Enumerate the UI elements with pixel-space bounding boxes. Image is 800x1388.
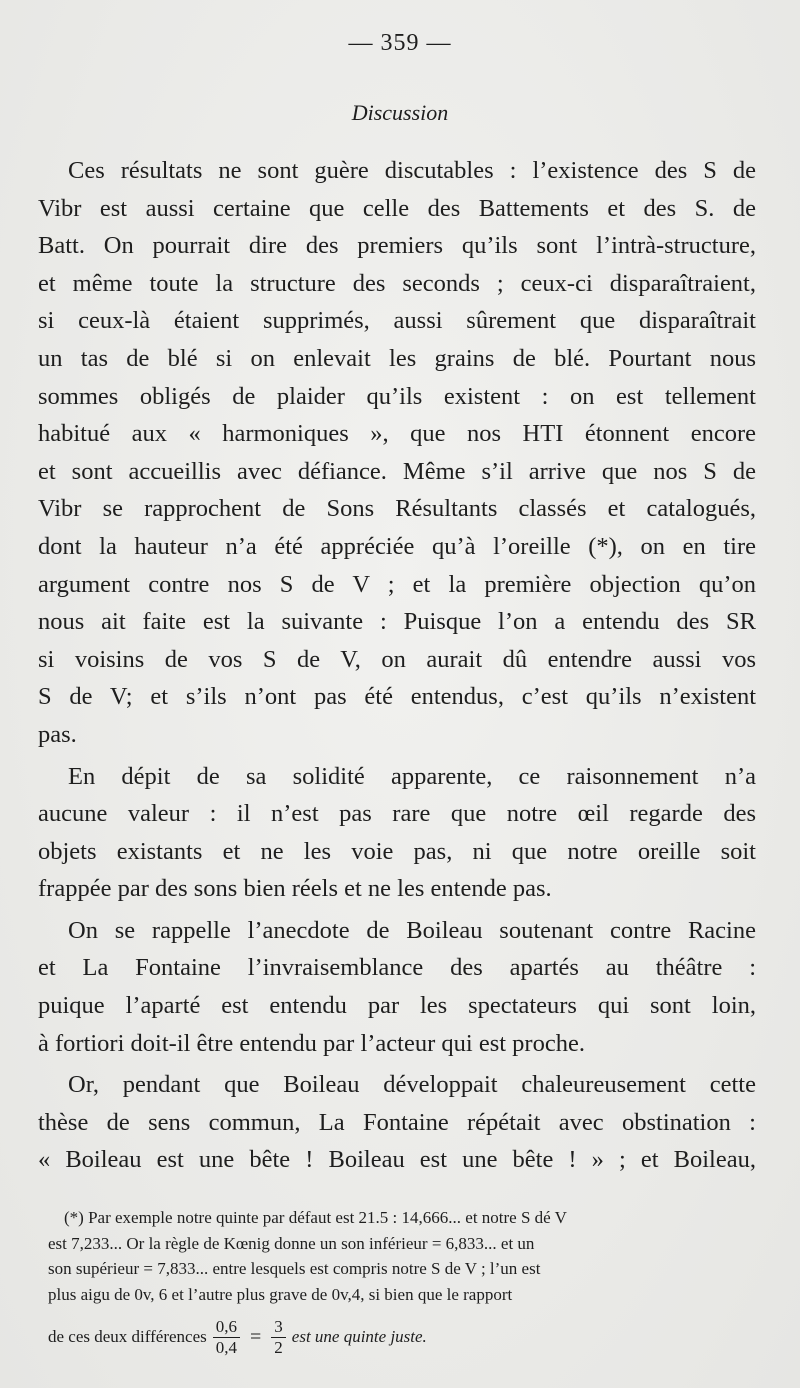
body-line: Vibr est aussi certaine que celle des Battements et des S. de [38, 194, 756, 222]
fraction-numerator: 0,6 [213, 1317, 240, 1338]
body-line: S de V; et s’ils n’ont pas été entendus, c’est qu’ils n’existent [38, 683, 756, 711]
fraction-denominator: 2 [274, 1337, 283, 1357]
fraction-0-6-over-0-4 [213, 1317, 240, 1358]
body-text [38, 152, 756, 1179]
fraction-denominator: 0,4 [215, 1337, 237, 1357]
body-line: puique l’aparté est entendu par les spectateurs qui sont loin, [38, 992, 756, 1020]
footnote-line: (*) Par exemple notre quinte par défaut est 21.5 : 14,666... et notre S dé V [64, 1208, 567, 1227]
body-line: thèse de sens commun, La Fontaine répétait avec obstination : [38, 1108, 756, 1136]
body-line: nous ait faite est la suivante : Puisque l’on a entendu des SR [38, 608, 756, 636]
body-line: objets existants et ne les voie pas, ni que notre oreille soit [38, 837, 756, 865]
body-line: sommes obligés de plaider qu’ils existent : on est tellement [38, 382, 756, 410]
body-line: Vibr se rapprochent de Sons Résultants classés et catalogués, [38, 495, 756, 523]
body-line: et même toute la structure des seconds ; ceux-ci disparaîtraient, [38, 269, 756, 297]
body-line: un tas de blé si on enlevait les grains de blé. Pourtant nous [38, 344, 756, 372]
body-line: On se rappelle l’anecdote de Boileau soutenant contre Racine [68, 916, 756, 944]
body-line: dont la hauteur n’a été appréciée qu’à l’oreille (*), on en tire [38, 532, 756, 560]
footnote [48, 1205, 764, 1367]
footnote-line: plus aigu de 0v, 6 et l’autre plus grave de 0v,4, si bien que le rapport [48, 1284, 513, 1304]
footnote-suffix: est une quinte juste. [291, 1327, 427, 1346]
body-line: pas. [38, 720, 77, 748]
body-line: En dépit de sa solidité apparente, ce raisonnement n’a [68, 762, 756, 790]
body-line: frappée par des sons bien réels et ne les entende pas. [38, 875, 552, 903]
body-line: habitué aux « harmoniques », que nos HTI étonnent encore [38, 420, 756, 448]
footnote-line: est 7,233... Or la règle de Kœnig donne un son inférieur = 6,833... et un [48, 1233, 535, 1253]
footnote-prefix: de ces deux différences [48, 1327, 207, 1346]
body-line: Ces résultats ne sont guère discutables : l’existence des S de [68, 157, 756, 184]
footnote-line: son supérieur = 7,833... entre lesquels est compris notre S de V ; l’un est [48, 1259, 541, 1278]
body-line: si voisins de vos S de V, on aurait dû entendre aussi vos [38, 645, 756, 673]
body-line: aucune valeur : il n’est pas rare que notre œil regarde des [38, 800, 756, 828]
fraction-3-over-2 [271, 1317, 286, 1358]
body-line: Or, pendant que Boileau développait chaleureusement cette [68, 1071, 756, 1099]
equals-sign: = [250, 1325, 262, 1348]
body-line: à fortiori doit-il être entendu par l’acteur qui est proche. [38, 1029, 585, 1057]
footnote-formula-line [48, 1307, 764, 1367]
body-line: et sont accueillis avec défiance. Même s’il arrive que nos S de [38, 457, 756, 485]
fraction-numerator: 3 [271, 1317, 286, 1338]
body-line: Batt. On pourrait dire des premiers qu’ils sont l’intrà-structure, [38, 232, 756, 260]
body-line: et La Fontaine l’invraisemblance des apartés au théâtre : [38, 954, 756, 982]
body-line: « Boileau est une bête ! Boileau est une bête ! » ; et Boileau, [38, 1146, 756, 1174]
body-line: argument contre nos S de V ; et la première objection qu’on [38, 570, 756, 598]
section-heading: Discussion [351, 100, 449, 125]
page-number: — 359 — [348, 30, 452, 56]
body-line: si ceux-là étaient supprimés, aussi sûrement que disparaîtrait [38, 307, 756, 335]
